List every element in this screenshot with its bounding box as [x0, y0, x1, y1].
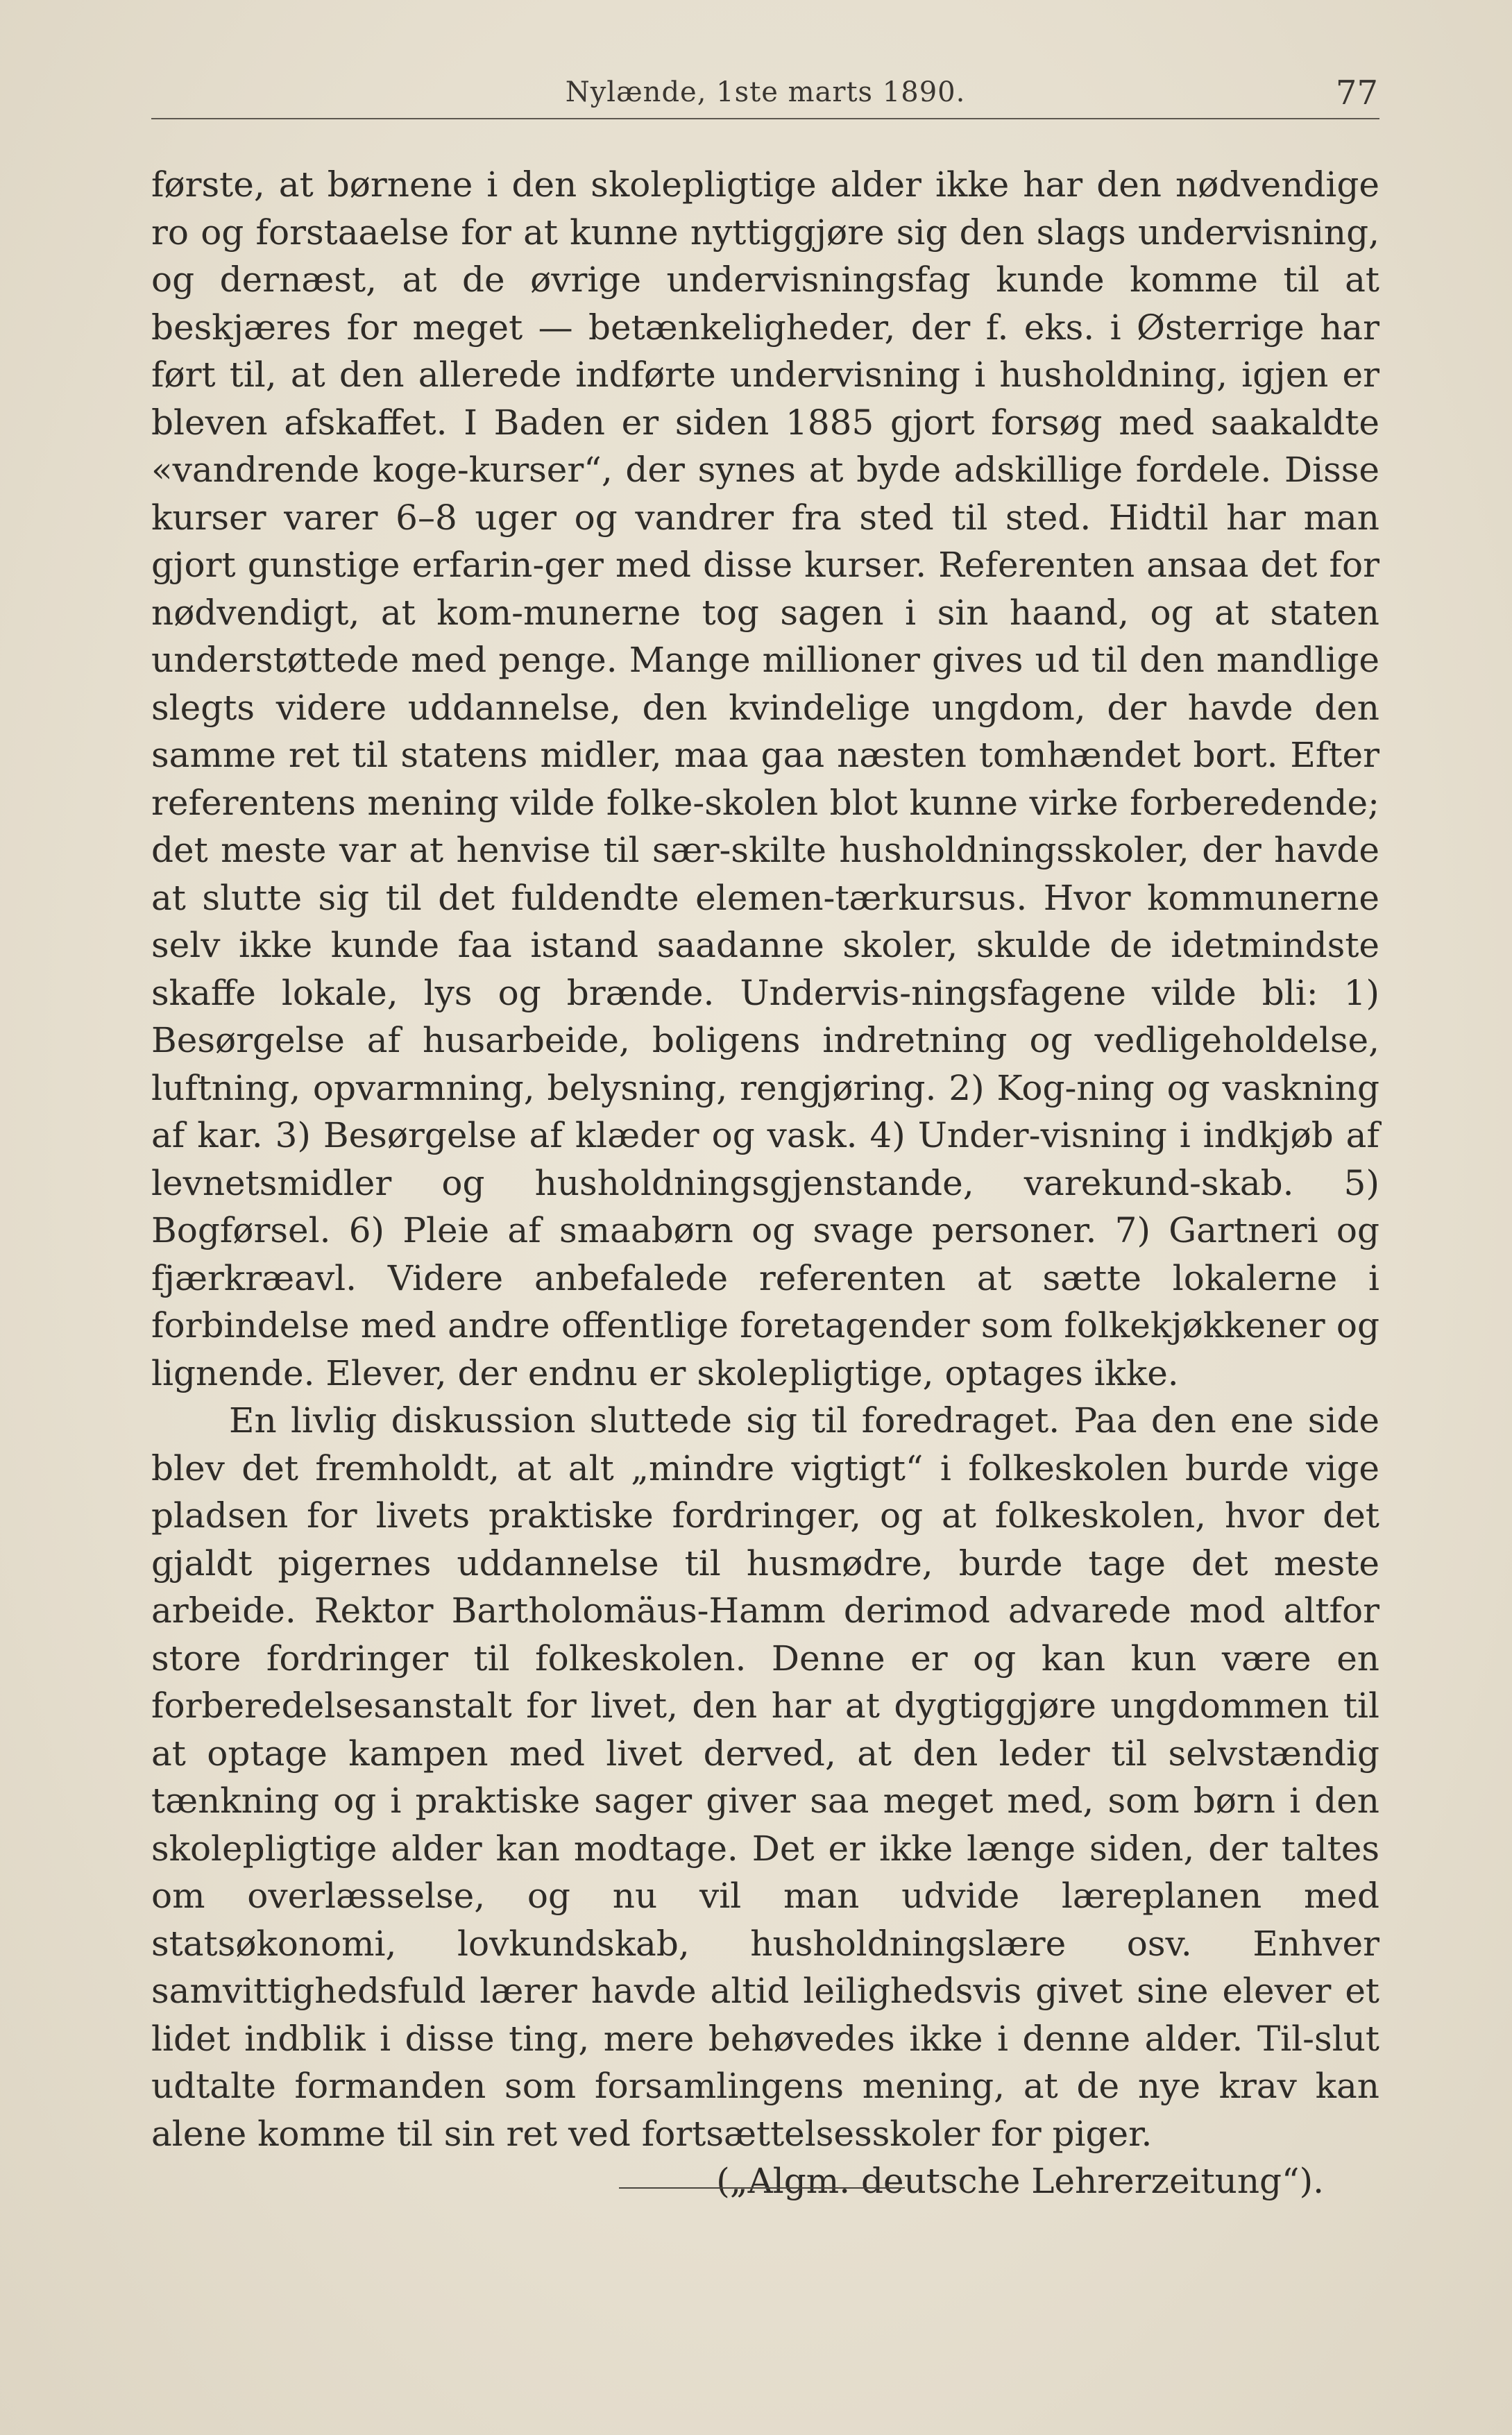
- paragraph-1: første, at børnene i den skolepligtige alder ikke har den nødvendige ro og forstaaelse for at kunne nyttiggjøre sig den slags undervisning, og dernæst, at de øvrige undervisningsfag kunde komme til at beskjæres for meget — betænkeligheder, der f. eks. i Østerrige har ført til, at den allerede indførte undervisning i husholdning, igjen er bleven afskaffet. I Baden er siden 1885 gjort forsøg med saakaldte «vandrende koge-kurser“, der synes at byde adskillige fordele. Disse kurser varer 6–8 uger og vandrer fra sted til sted. Hidtil har man gjort gunstige erfarin-ger med disse kurser. Referenten ansaa det for nødvendigt, at kom-munerne tog sagen i sin haand, og at staten understøttede med penge. Mange millioner gives ud til den mandlige slegts videre uddannelse, den kvindelige ungdom, der havde den samme ret til statens midler, maa gaa næsten tomhændet bort. Efter referentens mening vilde folke-skolen blot kunne virke forberedende; det meste var at henvise til sær-skilte husholdningsskoler, der havde at slutte sig til det fuldendte elemen-tærkursus. Hvor kommunerne selv ikke kunde faa istand saadanne skoler, skulde de idetmindste skaffe lokale, lys og brænde. Undervis-ningsfagene vilde bli: 1) Besørgelse af husarbeide, boligens indretning og vedligeholdelse, luftning, opvarmning, belysning, rengjøring. 2) Kog-ning og vaskning af kar. 3) Besørgelse af klæder og vask. 4) Under-visning i indkjøb af levnetsmidler og husholdningsgjenstande, varekund-skab. 5) Bogførsel. 6) Pleie af smaabørn og svage personer. 7) Gartneri og fjærkræavl. Videre anbefalede referenten at sætte lokalerne i forbindelse med andre offentlige foretagender som folkekjøkkener og lignende. Elever, der endnu er skolepligtige, optages ikke.: [151, 164, 1379, 1393]
- running-head: Nylænde, 1ste marts 1890.: [565, 76, 966, 108]
- article-body: [151, 161, 1379, 2205]
- paragraph-2: En livlig diskussion sluttede sig til foredraget. Paa den ene side blev det fremholdt, at alt „mindre vigtigt“ i folkeskolen burde vige pladsen for livets praktiske fordringer, og at folkeskolen, hvor det gjaldt pigernes uddannelse til husmødre, burde tage det meste arbeide. Rektor Bartholomäus-Hamm derimod advarede mod altfor store fordringer til folkeskolen. Denne er og kan kun være en forberedelsesanstalt for livet, den har at dygtiggjøre ungdommen til at optage kampen med livet derved, at den leder til selvstændig tænkning og i praktiske sager giver saa meget med, som børn i den skolepligtige alder kan modtage. Det er ikke længe siden, der taltes om overlæsselse, og nu vil man udvide læreplanen med statsøkonomi, lovkundskab, husholdningslære osv. Enhver samvittighedsfuld lærer havde altid leilighedsvis givet sine elever et lidet indblik i disse ting, mere behøvedes ikke i denne alder. Til-slut udtalte formanden som forsamlingens mening, at de nye krav kan alene komme til sin ret ved fortsættelsesskoler for piger.: [151, 1400, 1379, 2154]
- source-citation: („Algm. deutsche Lehrerzeitung“).: [716, 2161, 1324, 2201]
- end-rule: [619, 2187, 905, 2189]
- page-header: [151, 69, 1379, 125]
- page-number: 77: [1335, 74, 1378, 112]
- header-rule: [151, 118, 1379, 119]
